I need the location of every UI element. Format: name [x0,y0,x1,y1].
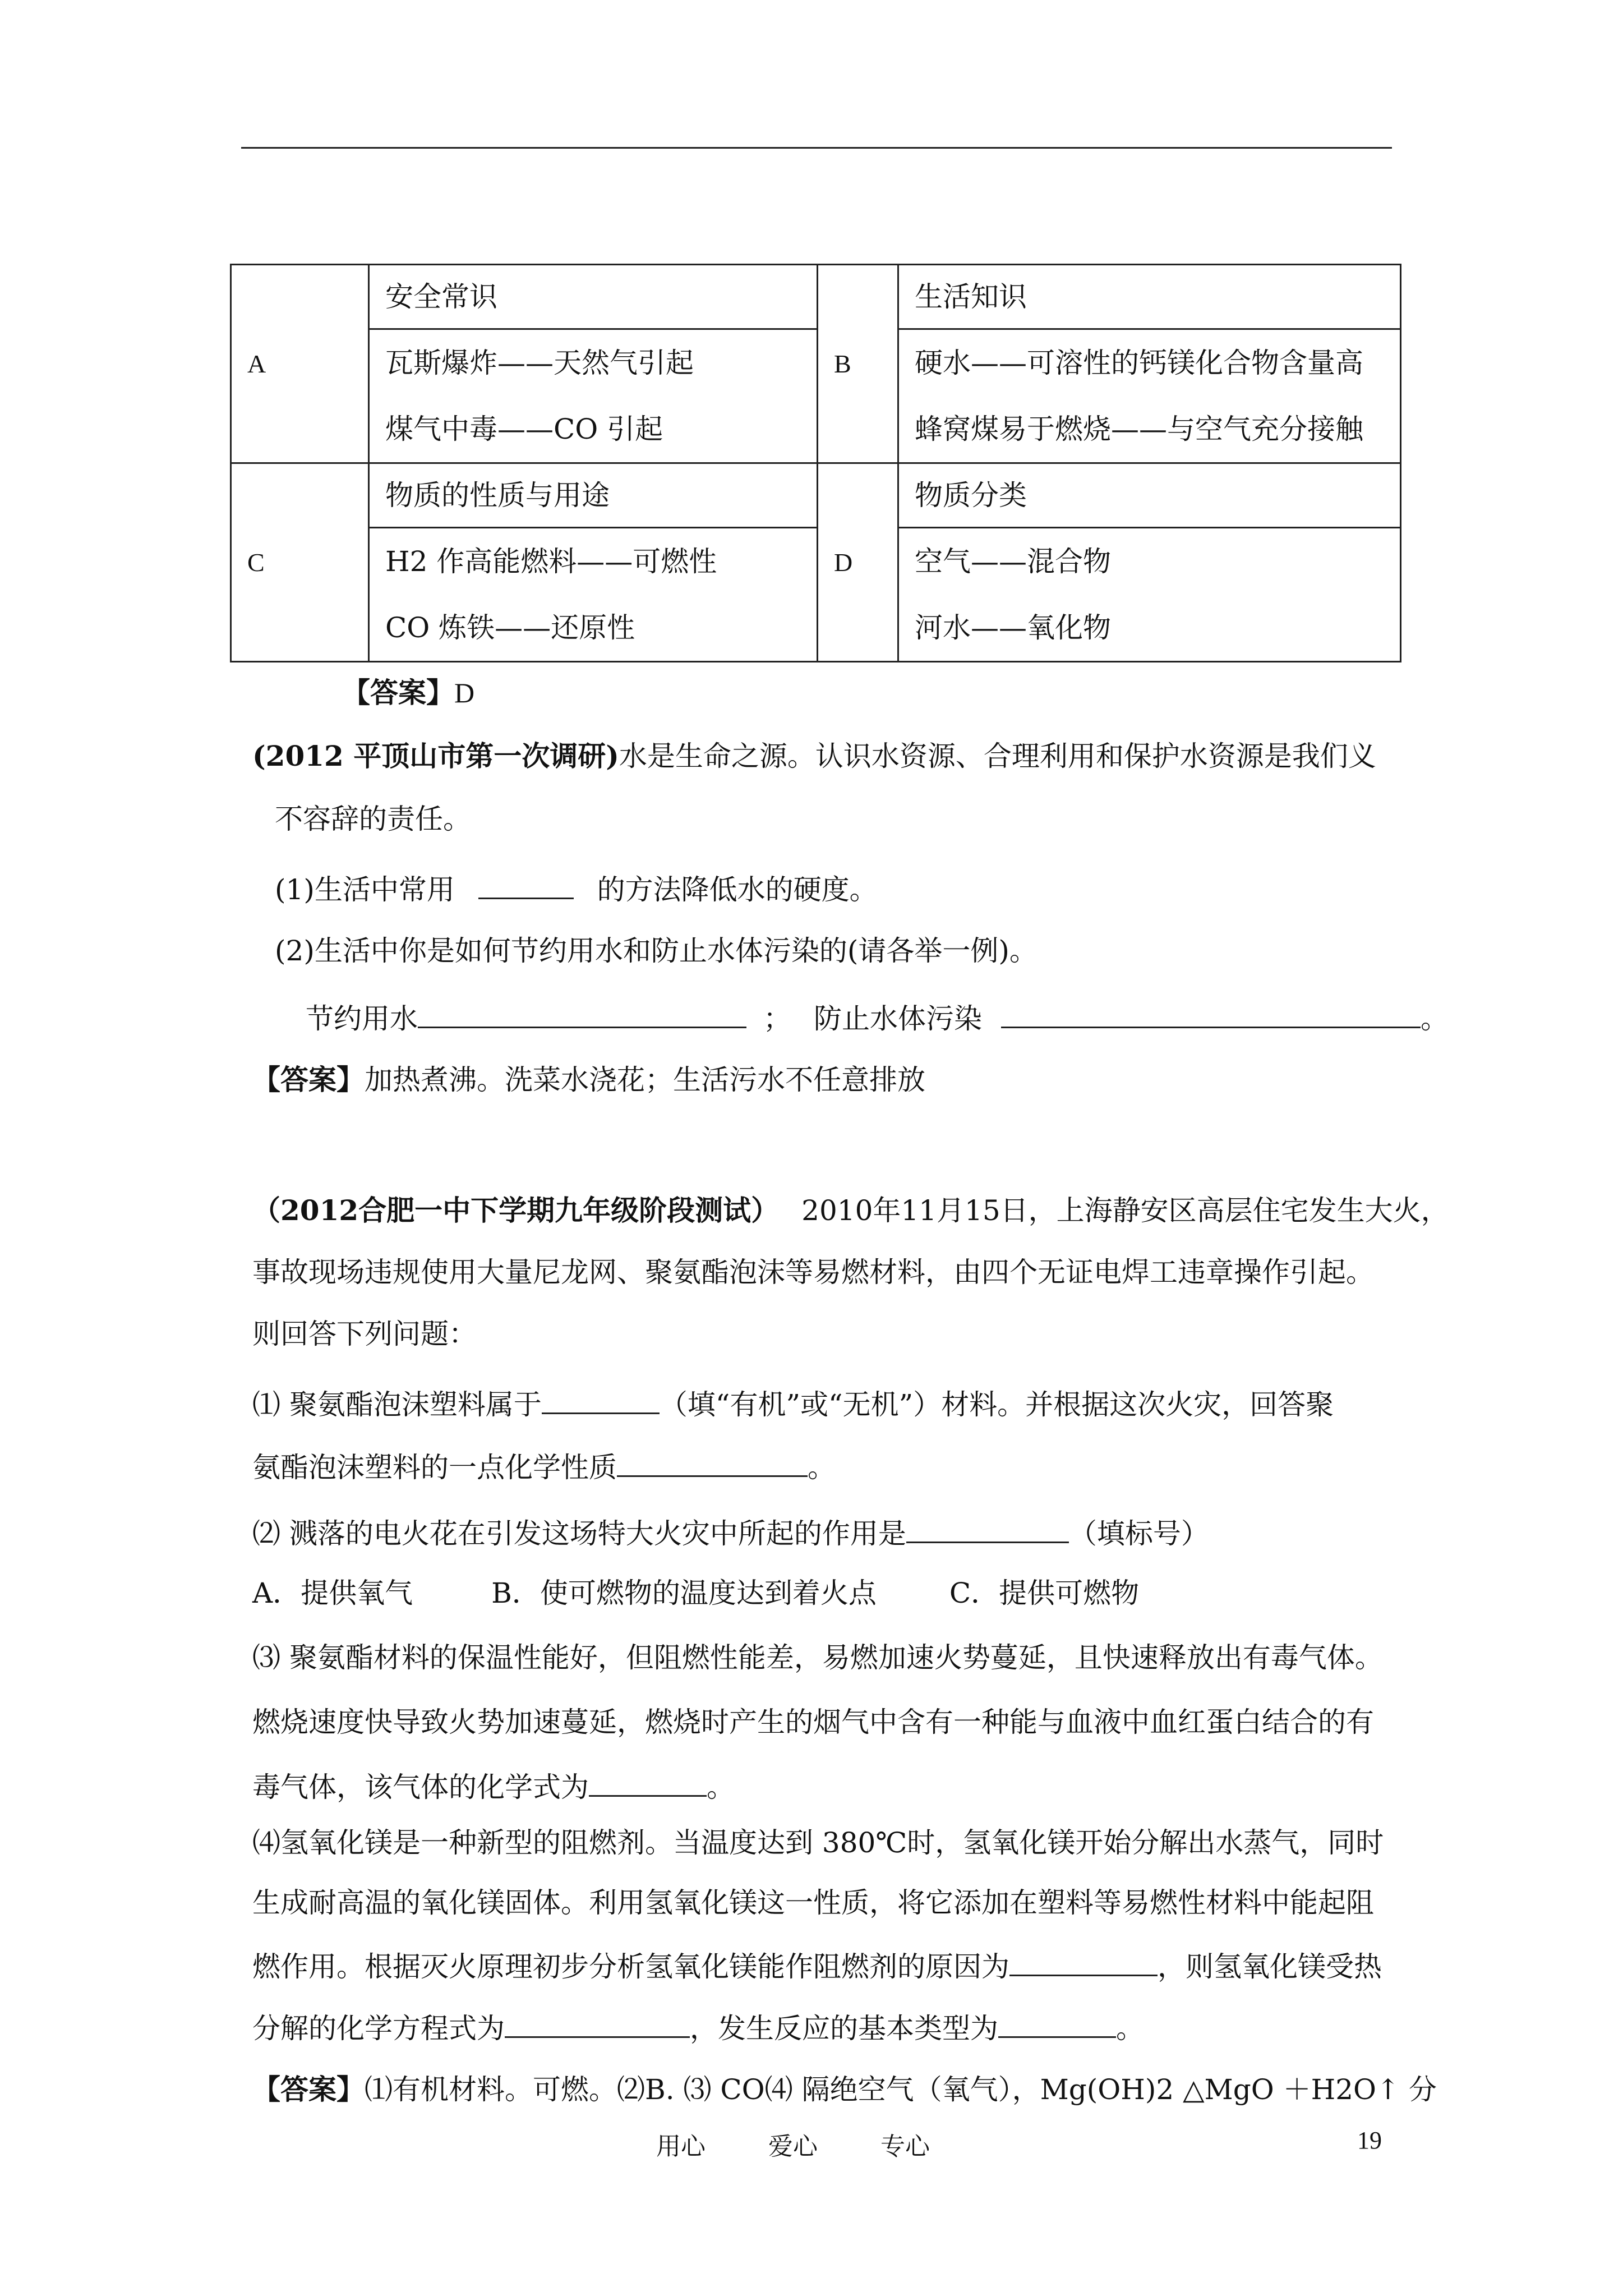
answer-blank [478,869,574,899]
answer-label: 【答案】 [252,2073,365,2106]
answer-blank [1009,1947,1158,1976]
answer-blank [418,999,746,1028]
question-part-3: ⑶ 聚氨酯材料的保温性能好，但阻燃性能差，易燃加速火势蔓延，且快速释放出有毒气体。 [252,1641,1383,1674]
part-text: 分解的化学方程式为 [252,2012,505,2045]
stem-text: 2010年11月15日，上海静安区高层住宅发生大火， [801,1194,1449,1227]
question-source: (2012 平顶山市第一次调研) [252,739,619,772]
page-number: 19 [1357,2127,1382,2154]
question-part-2 [252,1513,1209,1550]
answer-blank [589,1767,707,1797]
cell-body [369,528,818,662]
question-part-4: ⑷氢氧化镁是一种新型的阻燃剂。当温度达到 380℃时，氢氧化镁开始分解出水蒸气，同时 [252,1826,1384,1859]
question-part-3-cont: 燃烧速度快导致火势加速蔓延，燃烧时产生的烟气中含有一种能与血液中血红蛋白结合的有 [252,1706,1374,1738]
part-text: ，则氢氧化镁受热 [1158,1950,1382,1983]
answer-label: 【答案】 [342,676,454,709]
stem-continuation: 事故现场违规使用大量尼龙网、聚氨酯泡沫等易燃材料，由四个无证电焊工违章操作引起。 [252,1256,1374,1289]
stem-text: 水是生命之源。认识水资源、合理利用和保护水资源是我们义 [619,740,1376,772]
prevent-pollution-label: 防止水体污染 [814,1002,982,1035]
cell-title: 生活知识 [898,265,1401,329]
separator: ； [763,1002,791,1035]
option-letter: B [818,265,898,463]
option-letter: A [231,265,369,463]
table-row [231,463,1401,528]
part-text: (1)生活中常用 [275,873,455,906]
cell-line: 蜂窝煤易于燃烧——与空气充分接触 [915,413,1363,445]
option-a: A．提供氧气 [252,1577,413,1609]
option-letter: D [818,463,898,662]
question-part-4-cont [252,2008,1144,2045]
part-text: 毒气体，该气体的化学式为 [252,1771,589,1803]
question-stem [252,1194,1449,1227]
answer-text: 加热煮沸。洗菜水浇花；生活污水不任意排放 [365,1064,925,1096]
cell-title: 物质分类 [898,463,1401,528]
options-table [230,264,1401,662]
table-row [231,329,1401,463]
stem-continuation: 则回答下列问题： [252,1318,477,1350]
save-water-label: 节约用水 [306,1002,418,1035]
cell-line: 煤气中毒——CO 引起 [385,413,663,445]
answer-blank [542,1384,660,1414]
answer-text: ⑴有机材料。可燃。⑵B. ⑶ CO⑷ 隔绝空气（氧气），Mg(OH)2 △MgO ＋H2O↑ 分 [365,2073,1437,2106]
answer-blank [505,2008,690,2038]
cell-body [898,329,1401,463]
part-text: 。 [1116,2012,1144,2045]
answer-line [252,2073,1437,2106]
part-text: ⑵ 溅落的电火花在引发这场特大火灾中所起的作用是 [252,1517,906,1550]
answer-line [252,1063,925,1097]
cell-line: 瓦斯爆炸——天然气引起 [385,347,694,379]
answer-blank [998,2008,1116,2038]
question-part-4-cont [252,1947,1382,1984]
question-part-2: (2)生活中你是如何节约用水和防止水体污染的(请各举一例)。 [275,935,1038,967]
cell-line: CO 炼铁——还原性 [385,611,635,644]
cell-line: H2 作高能燃料——可燃性 [385,545,717,578]
part-text: ⑴ 聚氨酯泡沫塑料属于 [252,1388,542,1421]
options-line [252,1576,1139,1610]
part-text: 。 [808,1451,836,1484]
part-text: 氨酯泡沫塑料的一点化学性质 [252,1451,617,1484]
answer-value: D [454,677,475,708]
part-text: 的方法降低水的硬度。 [597,873,878,906]
cell-body [898,528,1401,662]
part-text: ，发生反应的基本类型为 [690,2012,998,2045]
part-text: （填“有机”或“无机”）材料。并根据这次火灾，回答聚 [659,1388,1334,1421]
table-row [231,528,1401,662]
answer-blank [1001,999,1421,1028]
cell-title: 物质的性质与用途 [369,463,818,528]
question-stem [252,739,1376,773]
cell-line: 河水——氧化物 [915,611,1111,644]
answer-label: 【答案】 [252,1063,365,1096]
question-part-1-cont [252,1447,836,1484]
option-b: B．使可燃物的温度达到着火点 [491,1577,877,1609]
option-c: C．提供可燃物 [949,1577,1140,1609]
question-part-1 [252,1384,1334,1421]
cell-title: 安全常识 [369,265,818,329]
question-part-1 [275,869,878,907]
table-row [231,265,1401,329]
answer-blank [617,1447,808,1477]
footer-word: 用心 [656,2132,706,2161]
question-part-3-cont [252,1767,735,1804]
fill-in-line [306,999,1449,1036]
cell-body [369,329,818,463]
option-letter: C [231,463,369,662]
answer-blank [906,1513,1069,1543]
question-source: （2012合肥一中下学期九年级阶段测试） [252,1194,780,1227]
period: 。 [1421,1002,1449,1035]
cell-line: 空气——混合物 [915,545,1111,578]
question-part-4-cont: 生成耐高温的氧化镁固体。利用氢氧化镁这一性质，将它添加在塑料等易燃性材料中能起阻 [252,1887,1374,1919]
footer-word: 专心 [880,2132,930,2161]
cell-line: 硬水——可溶性的钙镁化合物含量高 [915,347,1363,379]
answer-line [342,676,474,710]
part-text: 燃作用。根据灭火原理初步分析氢氧化镁能作阻燃剂的原因为 [252,1950,1009,1983]
header-rule [241,147,1392,149]
part-text: （填标号） [1068,1517,1209,1550]
stem-continuation: 不容辞的责任。 [275,803,471,835]
part-text: 。 [707,1771,735,1803]
footer-word: 爱心 [768,2132,818,2161]
